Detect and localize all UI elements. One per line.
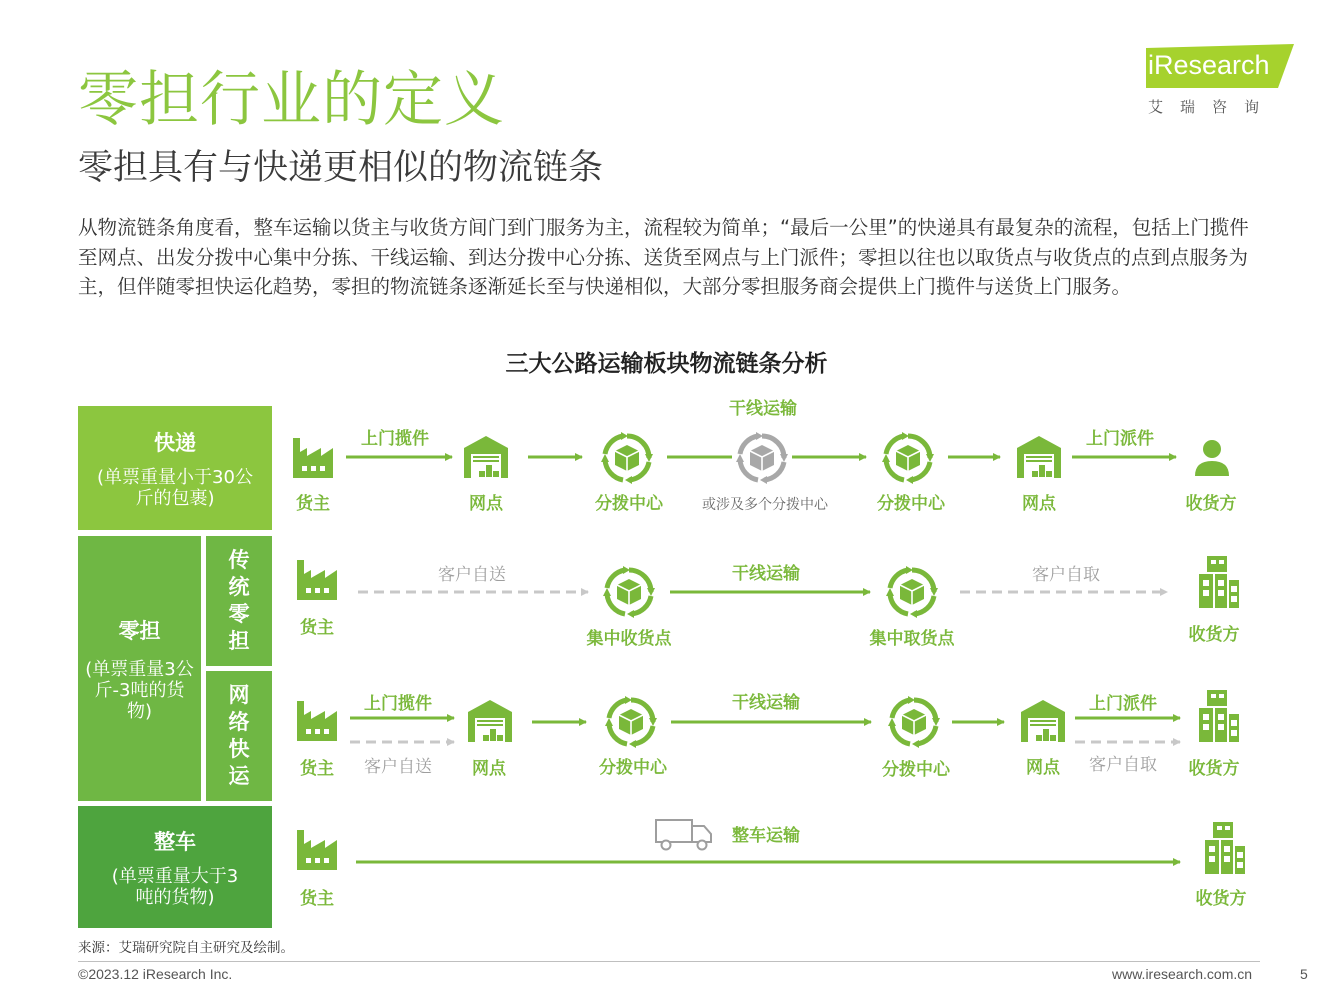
collection-point-icon [603, 566, 655, 618]
page-number: 5 [1300, 966, 1308, 982]
sorting-hub-icon [601, 432, 653, 484]
description-paragraph: 从物流链条角度看，整车运输以货主与收货方间门到门服务为主，流程较为简单；“最后一公里”的快递具有最复杂的流程，包括上门揽件至网点、出发分拨中心集中分拣、干线运输、到达分拨中心分拣、送货至网点与上门派件；零担以往也以取货点与收货点的点到点服务为主，但伴随零担快运化趋势，零担的物流链条逐渐延长至与快递相似，大部分零担服务商会提供上门揽件与送货上门服务。 [78, 216, 1249, 298]
truck-icon [656, 820, 711, 850]
sorting-hub-gray-icon [736, 432, 788, 484]
network-self-send-label: 客户自送 [364, 757, 432, 777]
traditional-shipper-label: 货主 [300, 618, 334, 638]
pickup-point-icon [886, 566, 938, 618]
ftl-receiver-label: 收货方 [1195, 889, 1247, 909]
category-ftl-name: 整车 [154, 830, 196, 854]
factory-icon [297, 830, 337, 870]
building-icon [1205, 822, 1245, 874]
ftl-transport-label: 整车运输 [732, 826, 800, 846]
network-trunk-label: 干线运输 [732, 693, 800, 713]
traditional-trunk-label: 干线运输 [732, 564, 800, 584]
copyright: ©2023.12 iResearch Inc. [78, 966, 233, 982]
traditional-self-send-label: 客户自送 [438, 565, 506, 585]
subcategory-traditional-label: 传统零担 [228, 548, 250, 653]
category-express-name: 快递 [154, 431, 196, 455]
logo-brand-text: iResearch [1148, 50, 1270, 80]
network-outlet2-label: 网点 [1026, 758, 1060, 778]
category-express-note: (单票重量小于30公斤的包裹) [97, 467, 253, 509]
warehouse-icon [464, 436, 508, 478]
logo-brand-cn: 艾瑞咨询 [1148, 98, 1277, 116]
factory-icon [297, 701, 337, 741]
website-link[interactable]: www.iresearch.com.cn [1112, 966, 1253, 982]
page-title: 零担行业的定义 [78, 65, 505, 135]
category-ftl-note: (单票重量大于3吨的货物) [111, 866, 239, 908]
chart-title: 三大公路运输板块物流链条分析 [505, 351, 828, 377]
traditional-collect-point-label: 集中收货点 [586, 629, 672, 649]
category-ltl-note: (单票重量3公斤-3吨的货物) [85, 659, 194, 722]
express-outlet1-label: 网点 [469, 494, 503, 514]
sorting-hub-icon [605, 696, 657, 748]
building-icon [1199, 556, 1239, 608]
page-subtitle: 零担具有与快递更相似的物流链条 [78, 148, 604, 188]
network-shipper-label: 货主 [300, 759, 334, 779]
express-multi-hub-note: 或涉及多个分拨中心 [702, 497, 828, 513]
factory-icon [297, 560, 337, 600]
express-hub1-label: 分拨中心 [595, 494, 663, 514]
ftl-shipper-label: 货主 [300, 889, 334, 909]
factory-icon [293, 438, 333, 478]
express-outlet2-label: 网点 [1022, 494, 1056, 514]
warehouse-icon [468, 700, 512, 742]
warehouse-icon [1021, 700, 1065, 742]
traditional-receiver-label: 收货方 [1188, 625, 1240, 645]
person-icon [1195, 440, 1229, 476]
express-pickup-label: 上门揽件 [361, 429, 429, 449]
network-hub2-label: 分拨中心 [882, 760, 950, 780]
sorting-hub-icon [888, 696, 940, 748]
network-self-pick-label: 客户自取 [1089, 755, 1157, 775]
source-note: 来源：艾瑞研究院自主研究及绘制。 [78, 940, 294, 956]
warehouse-icon [1017, 436, 1061, 478]
express-delivery-label: 上门派件 [1086, 429, 1154, 449]
express-receiver-label: 收货方 [1185, 494, 1237, 514]
network-hub1-label: 分拨中心 [599, 758, 667, 778]
traditional-pickup-point-label: 集中取货点 [869, 629, 955, 649]
express-hub2-label: 分拨中心 [877, 494, 945, 514]
network-delivery-label: 上门派件 [1089, 694, 1157, 714]
traditional-self-pick-label: 客户自取 [1032, 565, 1100, 585]
network-outlet1-label: 网点 [472, 759, 506, 779]
network-pickup-label: 上门揽件 [364, 694, 432, 714]
subcategory-network-label: 网络快运 [228, 683, 250, 788]
building-icon [1199, 690, 1239, 742]
network-receiver-label: 收货方 [1188, 759, 1240, 779]
sorting-hub-icon [882, 432, 934, 484]
footer-divider [78, 961, 1260, 962]
express-trunk-label: 干线运输 [729, 399, 797, 419]
express-shipper-label: 货主 [296, 494, 330, 514]
category-ltl-name: 零担 [118, 619, 161, 643]
